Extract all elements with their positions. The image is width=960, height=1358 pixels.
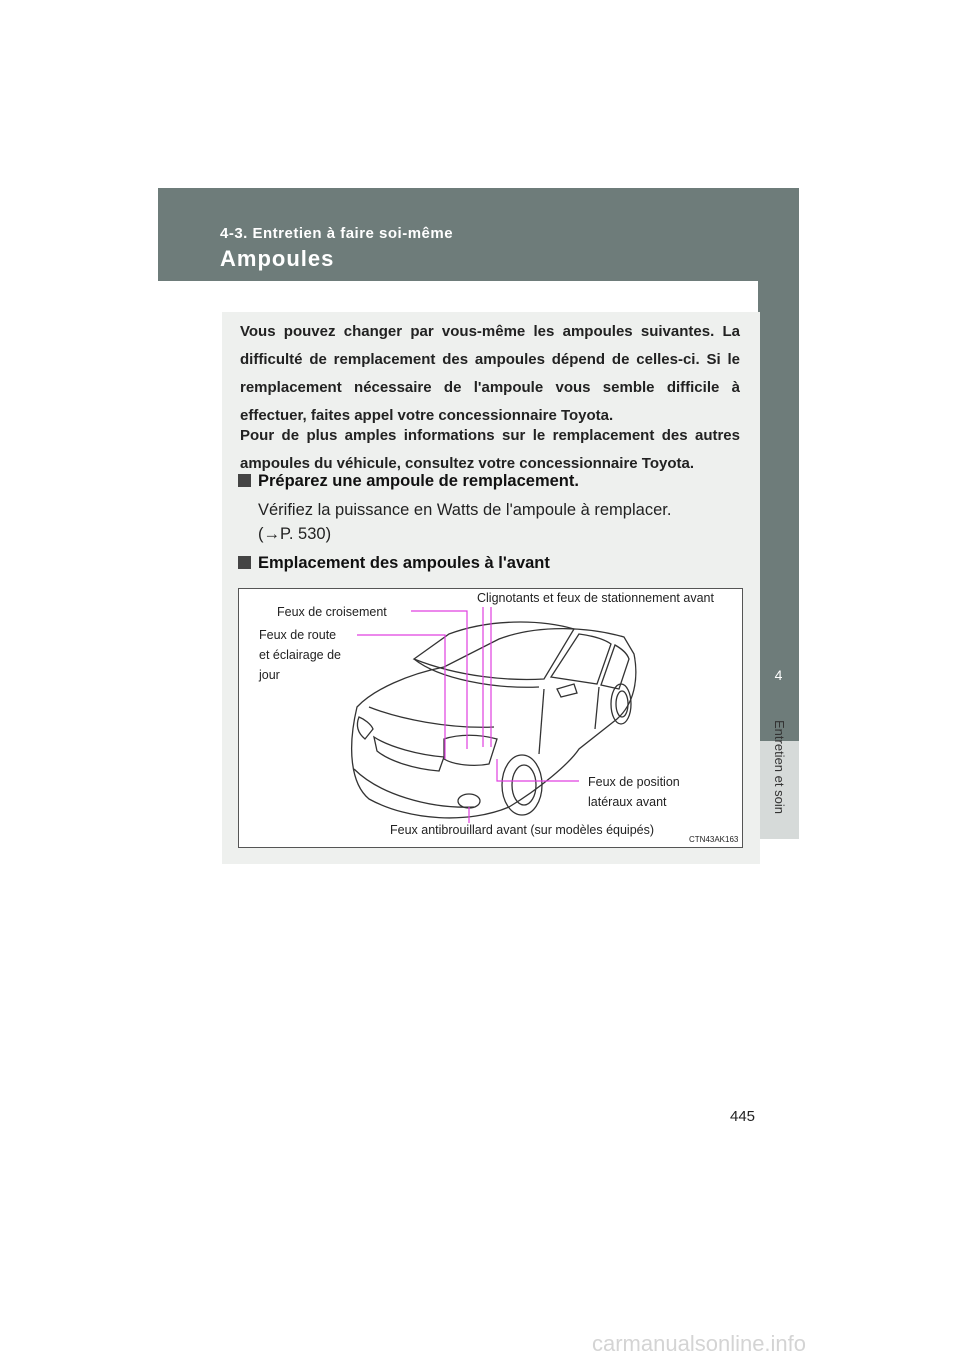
callout-high-beam-line-3: jour bbox=[259, 668, 280, 682]
content-box bbox=[222, 312, 760, 864]
front-bulbs-figure bbox=[238, 588, 743, 848]
chapter-number: 4 bbox=[774, 667, 783, 683]
section-label: 4-3. Entretien à faire soi-même bbox=[220, 225, 454, 242]
page-number: 445 bbox=[730, 1108, 756, 1125]
square-bullet-icon bbox=[238, 474, 251, 487]
chapter-tab-box bbox=[758, 281, 799, 741]
page-title: Ampoules bbox=[220, 246, 335, 271]
callout-side-marker-line-1: Feux de position bbox=[588, 775, 680, 789]
section-heading-text: Emplacement des ampoules à l'avant bbox=[258, 554, 550, 572]
callout-side-marker-line-2: latéraux avant bbox=[588, 795, 667, 809]
section-text-line-1: Vérifiez la puissance en Watts de l'ampoule à remplacer. bbox=[258, 501, 672, 519]
section-heading-text: Préparez une ampoule de remplacement. bbox=[258, 472, 579, 490]
callout-fog-light: Feux antibrouillard avant (sur modèles équipés) bbox=[390, 823, 655, 837]
square-bullet-icon bbox=[238, 556, 251, 569]
intro-paragraph-2: Pour de plus amples informations sur le remplacement des autres ampoules du véhicule, consultez votre concessionnaire Toyota. bbox=[240, 427, 740, 472]
callout-high-beam-line-2: et éclairage de bbox=[259, 648, 342, 662]
figure-code: CTN43AK163 bbox=[689, 835, 739, 844]
section-heading-replacement bbox=[238, 472, 579, 491]
section-heading-front-bulbs bbox=[238, 554, 550, 573]
callout-lines bbox=[357, 607, 579, 823]
intro-paragraph-1: Vous pouvez changer par vous-même les ampoules suivantes. La difficulté de remplacement des ampoules dépend de celles-ci. Si le remplacement nécessaire de l'ampoule vous semble difficile à effectuer, faites appel votre concessionnaire Toyota. bbox=[240, 323, 740, 424]
callout-turn-parking: Clignotants et feux de stationnement avant bbox=[477, 591, 714, 605]
chapter-label: Entretien et soin bbox=[772, 720, 787, 814]
section-text-line-2: (→P. 530) bbox=[258, 525, 332, 543]
watermark: carmanualsonline.info bbox=[592, 1331, 807, 1356]
callout-low-beam: Feux de croisement bbox=[277, 605, 387, 619]
header-band bbox=[158, 188, 799, 281]
callout-high-beam-line-1: Feux de route bbox=[259, 628, 337, 642]
